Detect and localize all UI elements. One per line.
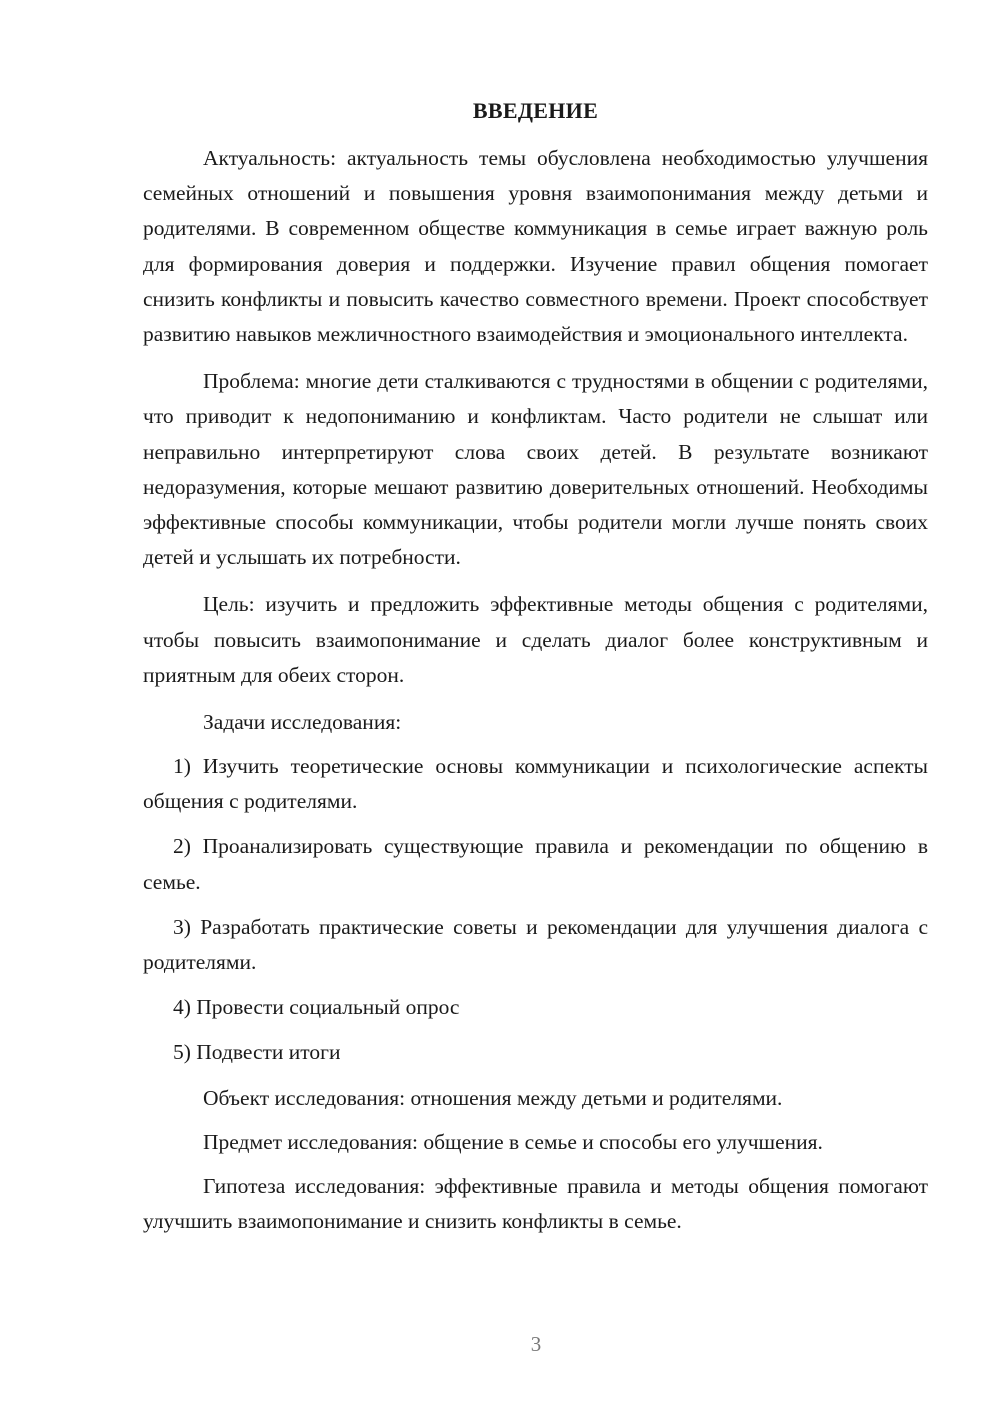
task-item-4: 4) Провести социальный опрос (173, 995, 460, 1020)
task-item-5: 5) Подвести итоги (173, 1040, 341, 1065)
hypothesis-paragraph: Гипотеза исследования: эффективные правила и методы общения помогают улучшить взаимопонимание и снизить конфликты в семье. (143, 1173, 928, 1233)
page-content (143, 96, 928, 1251)
problem-paragraph: Проблема: многие дети сталкиваются с трудностями в общении с родителями, что приводит к недопониманию и конфликтам. Часто родители не слышат или неправильно интерпретируют слова своих детей. В результате возникают недоразумения, которые мешают развитию доверительных отношений. Необходимы эффективные способы коммуникации, чтобы родители могли лучше понять своих детей и услышать их потребности. (143, 369, 928, 570)
goal-paragraph: Цель: изучить и предложить эффективные методы общения с родителями, чтобы повысить взаимопонимание и сделать диалог более конструктивным и приятным для обеих сторон. (143, 592, 928, 687)
task-item-2: 2) Проанализировать существующие правила и рекомендации по общению в семье. (143, 834, 928, 894)
page-number: 3 (530, 1332, 542, 1356)
relevance-paragraph: Актуальность: актуальность темы обусловлена необходимостью улучшения семейных отношений и повышения уровня взаимопонимания между детьми и родителями. В современном обществе коммуникация в семье играет важную роль для формирования доверия и поддержки. Изучение правил общения помогает снизить конфликты и повысить качество совместного времени. Проект способствует развитию навыков межличностного взаимодействия и эмоционального интеллекта. (143, 146, 928, 347)
task-item-1: 1) Изучить теоретические основы коммуникации и психологические аспекты общения с родителями. (143, 754, 928, 814)
task-item-3: 3) Разработать практические советы и рекомендации для улучшения диалога с родителями. (143, 914, 928, 975)
object-line: Объект исследования: отношения между детьми и родителями. (203, 1085, 783, 1110)
tasks-heading: Задачи исследования: (203, 710, 402, 735)
subject-line: Предмет исследования: общение в семье и способы его улучшения. (203, 1129, 823, 1154)
page-title: ВВЕДЕНИЕ (472, 98, 599, 123)
